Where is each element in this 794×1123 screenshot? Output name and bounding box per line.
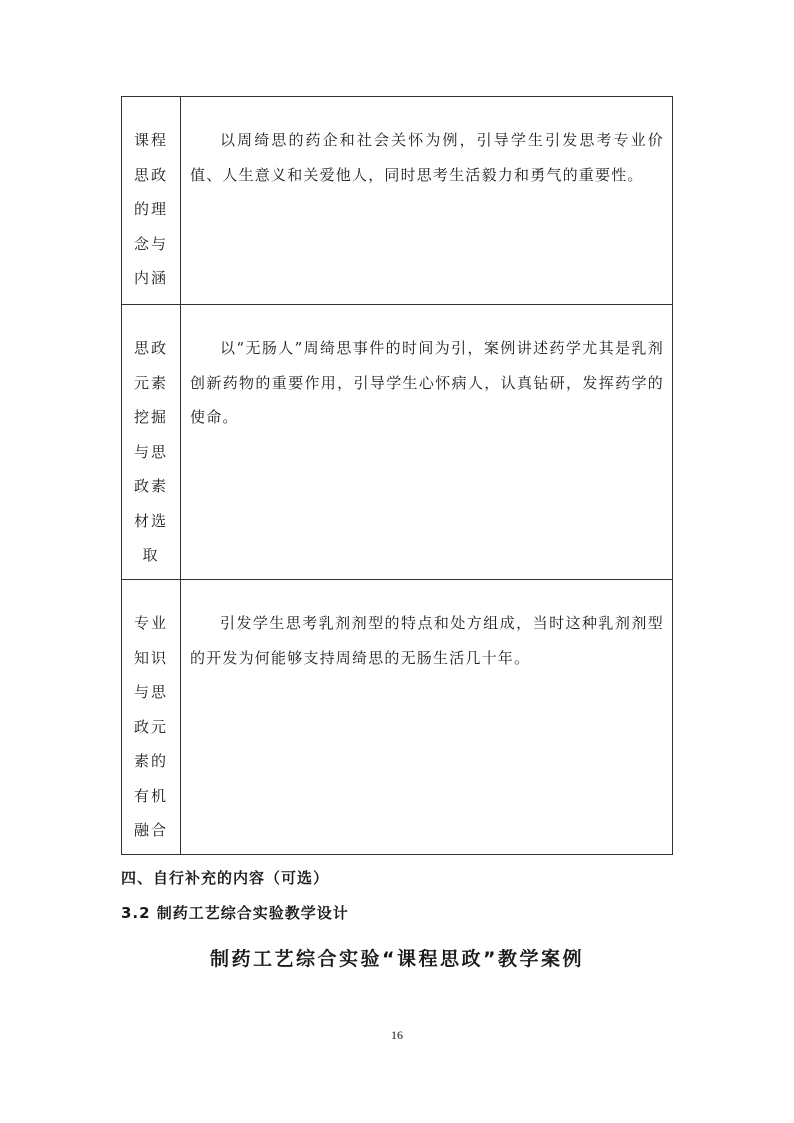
row-content-cell — [181, 97, 673, 305]
row-label-elements: 思政元素挖掘与思政素材选取 — [134, 339, 169, 564]
row-content-integration: 引发学生思考乳剂剂型的特点和处方组成，当时这种乳剂剂型的开发为何能够支持周绮思的无肠生活几十年。 — [190, 614, 664, 667]
page-number: 16 — [391, 1028, 403, 1042]
case-title: 制药工艺综合实验“课程思政”教学案例 — [210, 948, 584, 970]
table-row — [122, 305, 673, 580]
row-content-cell — [181, 305, 673, 580]
row-label-cell — [122, 97, 181, 305]
row-label-integration: 专业知识与思政元素的有机融合 — [134, 614, 169, 839]
subsection-heading: 3.2 制药工艺综合实验教学设计 — [121, 904, 349, 922]
row-content-concept: 以周绮思的药企和社会关怀为例，引导学生引发思考专业价值、人生意义和关爱他人，同时思考生活毅力和勇气的重要性。 — [190, 131, 664, 184]
table-row — [122, 580, 673, 855]
section-heading: 四、自行补充的内容（可选） — [121, 869, 330, 887]
course-design-table — [121, 96, 673, 855]
row-label-cell — [122, 305, 181, 580]
row-label-cell — [122, 580, 181, 855]
row-content-elements: 以“无肠人”周绮思事件的时间为引，案例讲述药学尤其是乳剂创新药物的重要作用，引导学生心怀病人，认真钻研，发挥药学的使命。 — [190, 339, 664, 426]
row-content-cell — [181, 580, 673, 855]
table-row — [122, 97, 673, 305]
row-label-concept: 课程思政的理念与内涵 — [134, 131, 169, 287]
